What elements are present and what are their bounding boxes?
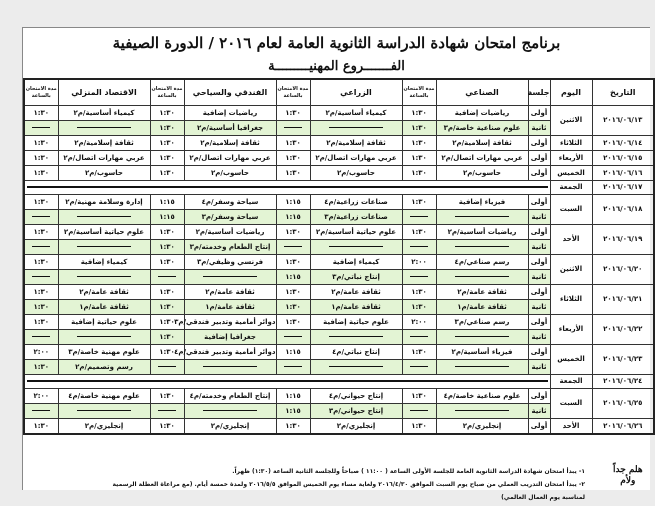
industrial-subject-cell: رسم صناعي/م٣	[436, 315, 528, 330]
table-row	[24, 315, 654, 330]
date-cell: ٢٠١٦/٠٦/٢١	[592, 285, 654, 315]
home-economics-subject-cell: إنجليزي/م٢	[58, 419, 150, 435]
empty-dash	[410, 366, 428, 367]
empty-dash	[410, 336, 428, 337]
session-cell: ثانية	[528, 330, 550, 345]
home-economics-duration-cell	[24, 210, 58, 225]
industrial-duration-cell	[402, 360, 436, 375]
hotel-subject-cell	[184, 360, 276, 375]
industrial-subject-cell: ثقافة عامة/م١	[436, 300, 528, 315]
date-cell: ٢٠١٦/٠٦/٢٦	[592, 419, 654, 435]
industrial-subject-cell: إنجليزي/م٢	[436, 419, 528, 435]
industrial-duration-cell	[402, 210, 436, 225]
col-hotel: الفندقي والسياحي	[184, 79, 276, 106]
day-cell: الاثنين	[550, 255, 592, 285]
hotel-subject-cell	[184, 404, 276, 419]
home-economics-subject-cell: علوم مهنية خاصة/م٤	[58, 389, 150, 404]
empty-dash	[410, 410, 428, 411]
empty-dash	[455, 336, 510, 337]
date-cell: ٢٠١٦/٠٦/١٣	[592, 106, 654, 136]
empty-dash	[203, 276, 258, 277]
home-economics-subject-cell	[58, 330, 150, 345]
agricultural-subject-cell: إنتاج نباتي/م٤	[310, 345, 402, 360]
industrial-subject-cell	[436, 240, 528, 255]
agricultural-duration-cell: ١:١٥	[276, 270, 310, 285]
session-cell: ثانية	[528, 240, 550, 255]
industrial-duration-cell	[402, 240, 436, 255]
empty-dash	[410, 276, 428, 277]
table-row	[24, 166, 654, 181]
industrial-subject-cell	[436, 330, 528, 345]
empty-dash	[284, 336, 302, 337]
empty-dash	[158, 410, 176, 411]
hotel-subject-cell: إنتاج الطعام وخدمته/م٣	[184, 240, 276, 255]
home-economics-duration-cell: ١:٣٠	[24, 106, 58, 121]
agricultural-subject-cell: ثقافة عامة/م٢	[310, 285, 402, 300]
agricultural-duration-cell: ١:٣٠	[276, 151, 310, 166]
industrial-duration-cell: ١:٣٠	[402, 300, 436, 315]
industrial-subject-cell: فيزياء أساسية/م٢	[436, 345, 528, 360]
empty-dash	[455, 246, 510, 247]
day-cell: السبت	[550, 195, 592, 225]
session-cell: أولى	[528, 255, 550, 270]
day-cell: الخميس	[550, 166, 592, 181]
date-cell: ٢٠١٦/٠٦/١٤	[592, 136, 654, 151]
hotel-subject-cell: حاسوب/م٢	[184, 166, 276, 181]
hotel-subject-cell: جغرافيا أساسية/م٢	[184, 121, 276, 136]
agricultural-subject-cell: علوم حياتية أساسية/م٢	[310, 225, 402, 240]
empty-dash	[158, 276, 176, 277]
agricultural-duration-cell: ١:١٥	[276, 345, 310, 360]
empty-dash	[329, 366, 384, 367]
col-agricultural: الزراعي	[310, 79, 402, 106]
date-cell: ٢٠١٦/٠٦/١٨	[592, 195, 654, 225]
session-cell: ثانية	[528, 121, 550, 136]
table-row	[24, 389, 654, 404]
session-cell: أولى	[528, 225, 550, 240]
industrial-duration-cell: ١:٣٠	[402, 195, 436, 210]
industrial-subject-cell: فيزياء إضافية	[436, 195, 528, 210]
agricultural-duration-cell	[276, 330, 310, 345]
industrial-subject-cell	[436, 404, 528, 419]
empty-dash	[455, 366, 510, 367]
home-economics-subject-cell: علوم حياتية أساسية/م٢	[58, 225, 150, 240]
agricultural-subject-cell: كيمياء أساسية/م٢	[310, 106, 402, 121]
holiday-line	[24, 375, 550, 389]
industrial-duration-cell: ١:٣٠	[402, 345, 436, 360]
date-cell: ٢٠١٦/٠٦/٢٤	[592, 375, 654, 389]
empty-dash	[77, 276, 132, 277]
empty-dash	[77, 216, 132, 217]
empty-dash	[77, 336, 132, 337]
table-row	[24, 285, 654, 300]
home-economics-duration-cell: ١:٣٠	[24, 225, 58, 240]
agricultural-duration-cell	[276, 360, 310, 375]
agricultural-subject-cell	[310, 360, 402, 375]
empty-dash	[32, 336, 50, 337]
home-economics-duration-cell	[24, 121, 58, 136]
empty-dash	[455, 276, 510, 277]
hotel-duration-cell: ١:٣٠	[150, 255, 184, 270]
holiday-line	[24, 181, 550, 195]
industrial-duration-cell: ٢:٠٠	[402, 255, 436, 270]
agricultural-duration-cell: ١:٣٠	[276, 300, 310, 315]
industrial-duration-cell: ١:٣٠	[402, 151, 436, 166]
agricultural-subject-cell: كيمياء إضافية	[310, 255, 402, 270]
agricultural-duration-cell: ١:١٥	[276, 210, 310, 225]
industrial-subject-cell	[436, 270, 528, 285]
date-cell: ٢٠١٦/٠٦/٢٠	[592, 255, 654, 285]
agricultural-duration-cell: ١:١٥	[276, 389, 310, 404]
home-economics-subject-cell: حاسوب/م٢	[58, 166, 150, 181]
day-cell: الاثنين	[550, 106, 592, 136]
hotel-duration-cell: ١:٣٠	[150, 330, 184, 345]
date-cell: ٢٠١٦/٠٦/١٥	[592, 151, 654, 166]
day-cell: الأربعاء	[550, 151, 592, 166]
home-economics-duration-cell: ١:٣٠	[24, 285, 58, 300]
day-cell: الأربعاء	[550, 315, 592, 345]
home-economics-subject-cell	[58, 210, 150, 225]
date-cell: ٢٠١٦/٠٦/١٩	[592, 225, 654, 255]
agricultural-duration-cell: ١:١٥	[276, 195, 310, 210]
hotel-duration-cell	[150, 270, 184, 285]
agricultural-duration-cell	[276, 240, 310, 255]
hotel-duration-cell: ١:٣٠	[150, 121, 184, 136]
session-cell: أولى	[528, 166, 550, 181]
hotel-duration-cell: ١:٣٠	[150, 151, 184, 166]
hotel-subject-cell: عربي مهارات اتصال/م٢	[184, 151, 276, 166]
session-cell: أولى	[528, 136, 550, 151]
col-duration: مدة الامتحان بالساعة	[150, 79, 184, 106]
industrial-subject-cell: حاسوب/م٢	[436, 166, 528, 181]
home-economics-subject-cell	[58, 404, 150, 419]
day-cell: الثلاثاء	[550, 285, 592, 315]
agricultural-duration-cell: ١:٣٠	[276, 136, 310, 151]
agricultural-duration-cell: ١:٣٠	[276, 255, 310, 270]
session-cell: أولى	[528, 345, 550, 360]
hotel-subject-cell: جغرافيا إضافية	[184, 330, 276, 345]
table-row	[24, 151, 654, 166]
hotel-subject-cell: دوائر أمامية وتدبير فندقي/م٣	[184, 315, 276, 330]
slogan-line-1: هلم جداً	[613, 465, 643, 475]
industrial-duration-cell: ٢:٠٠	[402, 315, 436, 330]
hotel-subject-cell: رياضيات إضافية	[184, 106, 276, 121]
empty-dash	[329, 336, 384, 337]
table-row	[24, 106, 654, 121]
holiday-row	[24, 181, 654, 195]
hotel-subject-cell: إنجليزي/م٢	[184, 419, 276, 435]
home-economics-subject-cell: كيمياء أساسية/م٢	[58, 106, 150, 121]
table-row	[24, 345, 654, 360]
day-cell: الأحد	[550, 225, 592, 255]
hotel-subject-cell: إنتاج الطعام وخدمته/م٤	[184, 389, 276, 404]
home-economics-subject-cell: إدارة وسلامة مهنية/م٢	[58, 195, 150, 210]
hotel-subject-cell: ثقافة عامة/م١	[184, 300, 276, 315]
home-economics-duration-cell: ١:٣٠	[24, 136, 58, 151]
industrial-duration-cell: ١:٣٠	[402, 121, 436, 136]
page-subtitle: الفـــــــروع المهنيـــــــــة	[268, 59, 405, 74]
home-economics-duration-cell	[24, 270, 58, 285]
hotel-subject-cell	[184, 270, 276, 285]
agricultural-subject-cell	[310, 121, 402, 136]
col-date: التاريخ	[592, 79, 654, 106]
empty-dash	[32, 276, 50, 277]
session-cell: أولى	[528, 315, 550, 330]
agricultural-subject-cell: إنتاج نباتي/م٣	[310, 270, 402, 285]
hotel-duration-cell: ١:١٥	[150, 210, 184, 225]
industrial-duration-cell: ١:٣٠	[402, 285, 436, 300]
day-cell: الجمعة	[550, 181, 592, 195]
hotel-duration-cell	[150, 404, 184, 419]
agricultural-duration-cell: ١:٣٠	[276, 285, 310, 300]
day-cell: السبت	[550, 389, 592, 419]
hotel-subject-cell: سياحة وسفر/م٤	[184, 195, 276, 210]
empty-dash	[410, 216, 428, 217]
empty-dash	[203, 410, 258, 411]
home-economics-subject-cell: علوم مهنية خاصة/م٣	[58, 345, 150, 360]
industrial-duration-cell	[402, 330, 436, 345]
industrial-subject-cell	[436, 360, 528, 375]
hotel-duration-cell: ١:٣٠	[150, 389, 184, 404]
agricultural-subject-cell: حاسوب/م٢	[310, 166, 402, 181]
agricultural-subject-cell: ثقافة إسلامية/م٢	[310, 136, 402, 151]
hotel-duration-cell: ١:٣٠	[150, 136, 184, 151]
agricultural-duration-cell: ١:١٥	[276, 404, 310, 419]
home-economics-duration-cell: ٢:٠٠	[24, 345, 58, 360]
table-row	[24, 195, 654, 210]
day-cell: الثلاثاء	[550, 136, 592, 151]
home-economics-subject-cell	[58, 121, 150, 136]
day-cell: الأحد	[550, 419, 592, 435]
home-economics-subject-cell: عربي مهارات اتصال/م٢	[58, 151, 150, 166]
col-industrial: الصناعي	[436, 79, 528, 106]
home-economics-subject-cell	[58, 270, 150, 285]
agricultural-subject-cell: ثقافة عامة/م١	[310, 300, 402, 315]
hotel-duration-cell: ١:١٥	[150, 195, 184, 210]
hotel-duration-cell: ١:٣٠	[150, 225, 184, 240]
empty-dash	[77, 246, 132, 247]
empty-dash	[284, 127, 302, 128]
hotel-subject-cell: فرنسي وظيفي/م٣	[184, 255, 276, 270]
table-row	[24, 136, 654, 151]
industrial-duration-cell: ١:٣٠	[402, 136, 436, 151]
home-economics-duration-cell: ١:٣٠	[24, 195, 58, 210]
hotel-subject-cell: دوائر أمامية وتدبير فندقي/م٤	[184, 345, 276, 360]
exam-schedule-table	[23, 78, 655, 435]
col-duration: مدة الامتحان بالساعة	[276, 79, 310, 106]
agricultural-duration-cell	[276, 121, 310, 136]
home-economics-duration-cell: ١:٣٠	[24, 419, 58, 435]
industrial-duration-cell: ١:٣٠	[402, 106, 436, 121]
col-duration: مدة الامتحان بالساعة	[402, 79, 436, 106]
holiday-row	[24, 375, 654, 389]
agricultural-subject-cell: صناعات زراعية/م٣	[310, 210, 402, 225]
session-cell: ثانية	[528, 270, 550, 285]
industrial-subject-cell: رسم صناعي/م٤	[436, 255, 528, 270]
agricultural-duration-cell: ١:٣٠	[276, 166, 310, 181]
industrial-subject-cell: ثقافة إسلامية/م٢	[436, 136, 528, 151]
industrial-duration-cell: ١:٣٠	[402, 225, 436, 240]
header-row	[24, 79, 654, 106]
empty-dash	[77, 410, 132, 411]
home-economics-duration-cell	[24, 330, 58, 345]
hotel-duration-cell: ١:٣٠	[150, 300, 184, 315]
agricultural-subject-cell: إنجليزي/م٢	[310, 419, 402, 435]
industrial-duration-cell	[402, 404, 436, 419]
industrial-duration-cell: ١:٣٠	[402, 389, 436, 404]
industrial-subject-cell: رياضيات إضافية	[436, 106, 528, 121]
agricultural-subject-cell	[310, 240, 402, 255]
session-cell: ثانية	[528, 404, 550, 419]
empty-dash	[284, 246, 302, 247]
hotel-duration-cell: ١:٣٠	[150, 166, 184, 181]
agricultural-subject-cell	[310, 330, 402, 345]
industrial-subject-cell: رياضيات أساسية/م٢	[436, 225, 528, 240]
agricultural-subject-cell: علوم حياتية إضافية	[310, 315, 402, 330]
note-2: ٢- يبدأ امتحان التدريب العملي من صباح يوم السبت الموافق ٢٠١٦/٤/٣٠ ولغاية مساء يوم الخميس الموافق ٢٠١٦/٥/٥ ولمدة خمسة أيام. (مع مراعاة العطلة الرسمية لمناسبة يوم العمال العالمي)	[112, 481, 585, 501]
industrial-subject-cell: علوم صناعية خاصة/م٤	[436, 389, 528, 404]
empty-dash	[203, 366, 258, 367]
home-economics-duration-cell: ١:٣٠	[24, 166, 58, 181]
date-cell: ٢٠١٦/٠٦/٢٣	[592, 345, 654, 375]
hotel-subject-cell: رياضيات أساسية/م٢	[184, 225, 276, 240]
col-duration: مدة الامتحان بالساعة	[24, 79, 58, 106]
note-1: ١- يبدأ امتحان شهادة الدراسة الثانوية العامة للجلسة الأولى الساعة ( ١١:٠٠ ) صباحاً وللجلسة الثانية الساعة (١:٣٠) ظهراً.	[232, 468, 585, 475]
industrial-subject-cell	[436, 210, 528, 225]
hotel-duration-cell: ١:٣٠	[150, 240, 184, 255]
industrial-duration-cell: ١:٣٠	[402, 419, 436, 435]
hotel-duration-cell	[150, 360, 184, 375]
agricultural-subject-cell: صناعات زراعية/م٤	[310, 195, 402, 210]
table-row	[24, 225, 654, 240]
date-cell: ٢٠١٦/٠٦/٢٢	[592, 315, 654, 345]
agricultural-subject-cell: عربي مهارات اتصال/م٢	[310, 151, 402, 166]
session-cell: أولى	[528, 195, 550, 210]
schedule-body	[24, 106, 654, 435]
empty-dash	[410, 246, 428, 247]
empty-dash	[455, 216, 510, 217]
notes	[105, 465, 585, 504]
hotel-duration-cell: ١:٣٠	[150, 315, 184, 330]
table-row	[24, 419, 654, 435]
hotel-duration-cell: ١:٣٠	[150, 285, 184, 300]
empty-dash	[77, 127, 132, 128]
agricultural-duration-cell: ١:٣٠	[276, 225, 310, 240]
home-economics-subject-cell: كيمياء إضافية	[58, 255, 150, 270]
industrial-subject-cell: ثقافة عامة/م٢	[436, 285, 528, 300]
page-title: برنامج امتحان شهادة الدراسة الثانوية العامة لعام ٢٠١٦ / الدورة الصيفية	[112, 34, 561, 52]
col-session: جلسة	[528, 79, 550, 106]
home-economics-subject-cell: ثقافة عامة/م١	[58, 300, 150, 315]
industrial-subject-cell: عربي مهارات اتصال/م٢	[436, 151, 528, 166]
date-cell: ٢٠١٦/٠٦/١٧	[592, 181, 654, 195]
home-economics-duration-cell	[24, 404, 58, 419]
top-margin	[0, 0, 649, 27]
session-cell: أولى	[528, 151, 550, 166]
day-cell: الخميس	[550, 345, 592, 375]
col-day: اليوم	[550, 79, 592, 106]
hotel-duration-cell: ١:٣٠	[150, 419, 184, 435]
agricultural-subject-cell: إنتاج حيواني/م٤	[310, 389, 402, 404]
col-home-economics: الاقتصاد المنزلي	[58, 79, 150, 106]
home-economics-subject-cell: علوم حياتية إضافية	[58, 315, 150, 330]
session-cell: أولى	[528, 419, 550, 435]
home-economics-duration-cell	[24, 240, 58, 255]
session-cell: أولى	[528, 106, 550, 121]
hotel-subject-cell: سياحة وسفر/م٣	[184, 210, 276, 225]
home-economics-duration-cell: ١:٣٠	[24, 151, 58, 166]
industrial-subject-cell: علوم صناعية خاصة/م٣	[436, 121, 528, 136]
home-economics-subject-cell: ثقافة عامة/م٢	[58, 285, 150, 300]
industrial-duration-cell	[402, 270, 436, 285]
home-economics-duration-cell: ١:٣٠	[24, 255, 58, 270]
session-cell: أولى	[528, 389, 550, 404]
agricultural-duration-cell: ١:٣٠	[276, 106, 310, 121]
table-row	[24, 255, 654, 270]
session-cell: ثانية	[528, 210, 550, 225]
date-cell: ٢٠١٦/٠٦/٢٥	[592, 389, 654, 419]
session-cell: ثانية	[528, 360, 550, 375]
slogan-line-2: ولأم	[620, 476, 636, 486]
empty-dash	[329, 246, 384, 247]
agricultural-duration-cell: ١:٣٠	[276, 315, 310, 330]
empty-dash	[32, 127, 50, 128]
session-cell: أولى	[528, 285, 550, 300]
agricultural-subject-cell: إنتاج حيواني/م٣	[310, 404, 402, 419]
home-economics-duration-cell: ٢:٠٠	[24, 389, 58, 404]
agricultural-duration-cell: ١:٣٠	[276, 419, 310, 435]
home-economics-duration-cell: ١:٣٠	[24, 315, 58, 330]
slogan	[613, 465, 643, 487]
document-page	[22, 27, 650, 501]
home-economics-duration-cell: ١:٣٠	[24, 360, 58, 375]
day-cell: الجمعة	[550, 375, 592, 389]
date-cell: ٢٠١٦/٠٦/١٦	[592, 166, 654, 181]
hotel-subject-cell: ثقافة عامة/م٢	[184, 285, 276, 300]
empty-dash	[32, 216, 50, 217]
empty-dash	[455, 410, 510, 411]
home-economics-subject-cell: ثقافة إسلامية/م٢	[58, 136, 150, 151]
empty-dash	[284, 366, 302, 367]
industrial-duration-cell: ١:٣٠	[402, 166, 436, 181]
session-cell: ثانية	[528, 300, 550, 315]
empty-dash	[329, 127, 384, 128]
hotel-duration-cell: ١:٣٠	[150, 106, 184, 121]
hotel-duration-cell: ١:٣٠	[150, 345, 184, 360]
home-economics-subject-cell: رسم وتصميم/م٢	[58, 360, 150, 375]
home-economics-subject-cell	[58, 240, 150, 255]
hotel-subject-cell: ثقافة إسلامية/م٢	[184, 136, 276, 151]
empty-dash	[32, 410, 50, 411]
empty-dash	[32, 246, 50, 247]
empty-dash	[158, 366, 176, 367]
home-economics-duration-cell: ١:٣٠	[24, 300, 58, 315]
